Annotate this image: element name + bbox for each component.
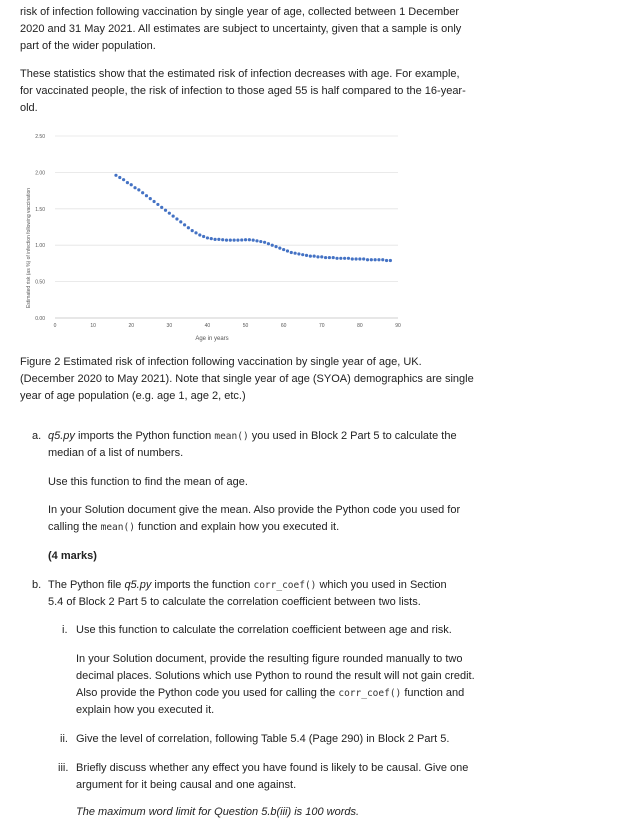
data-point <box>282 248 285 251</box>
x-axis-label: Age in years <box>195 336 229 342</box>
question-b-ii-marker: ii. <box>60 733 68 745</box>
x-tick-label: 10 <box>90 323 96 329</box>
data-point <box>297 252 300 255</box>
data-point <box>259 240 262 243</box>
data-point <box>274 245 277 248</box>
data-point <box>351 257 354 260</box>
data-point <box>145 194 148 197</box>
data-point <box>389 259 392 262</box>
data-point <box>236 239 239 242</box>
data-point <box>202 235 205 238</box>
question-b-i-solution <box>76 651 496 719</box>
caption-line: (December 2020 to May 2021). Note that single year of age (SYOA) demographics are single <box>20 373 474 385</box>
data-point <box>271 244 274 247</box>
data-point <box>343 257 346 260</box>
data-point <box>229 239 232 242</box>
data-point <box>168 212 171 215</box>
x-tick-label: 90 <box>395 323 401 329</box>
data-point <box>175 217 178 220</box>
y-axis-label: Estimated risk (as %) of infection following vaccination <box>26 187 32 309</box>
x-tick-label: 60 <box>280 323 287 329</box>
caption-line: Figure 2 Estimated risk of infection following vaccination by single year of age, UK. <box>20 356 422 368</box>
x-tick-label: 40 <box>204 323 211 329</box>
data-point <box>152 200 155 203</box>
question-b-i-marker: i. <box>62 624 68 636</box>
question-a-solution <box>48 502 488 536</box>
figure-caption <box>20 354 500 405</box>
x-tick-label: 50 <box>242 323 249 329</box>
question-b-iii-marker: iii. <box>58 762 69 774</box>
x-tick-label: 70 <box>318 323 325 329</box>
data-point <box>366 258 369 261</box>
data-point <box>294 252 297 255</box>
data-point <box>217 238 220 241</box>
caption-line: year of age population (e.g. age 1, age 2, etc.) <box>20 390 246 402</box>
data-point <box>179 220 182 223</box>
data-point <box>335 257 338 260</box>
data-point <box>210 237 213 240</box>
data-point <box>324 256 327 259</box>
question-b-line-2: 5.4 of Block 2 Part 5 to calculate the correlation coefficient between two lists. <box>48 596 421 608</box>
data-point <box>233 239 236 242</box>
data-point <box>255 239 258 242</box>
data-point <box>240 238 243 241</box>
data-point <box>358 257 361 260</box>
code-corr-coef: corr_coef() <box>253 580 317 591</box>
y-tick-label: 2.00 <box>35 170 45 177</box>
y-tick-label: 1.50 <box>35 206 45 213</box>
data-point <box>374 258 377 261</box>
data-point <box>133 186 136 189</box>
data-point <box>316 255 319 258</box>
data-point <box>172 214 175 217</box>
data-point <box>244 238 247 241</box>
question-a-marks: (4 marks) <box>48 550 97 562</box>
data-point <box>305 254 308 257</box>
data-point <box>126 181 129 184</box>
data-point <box>354 257 357 260</box>
solution-line-3: Also provide the Python code you used for calling the corr_coef() function and <box>76 687 465 699</box>
question-a-line-1: q5.py imports the Python function mean() you used in Block 2 Part 5 to calculate the <box>48 430 457 442</box>
data-point <box>183 223 186 226</box>
data-point <box>339 257 342 260</box>
y-tick-label: 1.00 <box>35 243 45 250</box>
question-a-line-2: median of a list of numbers. <box>48 447 184 459</box>
chart-background <box>20 126 415 346</box>
data-point <box>332 256 335 259</box>
question-b-line-1: The Python file q5.py imports the function corr_coef() which you used in Section <box>48 579 447 591</box>
data-point <box>252 239 255 242</box>
code-mean: mean() <box>214 431 249 442</box>
data-point <box>122 178 125 181</box>
data-point <box>141 191 144 194</box>
text-line: These statistics show that the estimated risk of infection decreases with age. For example, <box>20 68 460 80</box>
data-point <box>377 258 380 261</box>
data-point <box>206 236 209 239</box>
data-point <box>137 188 140 191</box>
question-b-intro <box>48 577 488 611</box>
x-tick-label: 20 <box>128 323 135 329</box>
question-b-marker: b. <box>32 579 42 591</box>
data-point <box>267 242 270 245</box>
data-point <box>278 247 281 250</box>
data-point <box>221 238 224 241</box>
text-line: 2020 and 31 May 2021. All estimates are subject to uncertainty, given that a sample is only <box>20 23 462 35</box>
data-point <box>320 255 323 258</box>
text-line: part of the wider population. <box>20 40 156 52</box>
data-point <box>187 226 190 229</box>
solution-line-4: explain how you executed it. <box>76 704 215 716</box>
data-point <box>290 251 293 254</box>
risk-by-age-chart <box>20 126 415 346</box>
question-b-iii-line-1: Briefly discuss whether any effect you have found is likely to be causal. Give one <box>76 762 469 774</box>
question-a-intro <box>48 428 488 462</box>
question-b-ii-text: Give the level of correlation, following Table 5.4 (Page 290) in Block 2 Part 5. <box>76 733 450 745</box>
question-b-iii-line-2: argument for it being causal and one against. <box>76 779 297 791</box>
code-corr-coef: corr_coef() <box>338 688 402 699</box>
solution-line-2: decimal places. Solutions which use Python to round the result will not gain credit. <box>76 670 475 682</box>
data-point <box>362 257 365 260</box>
data-point <box>149 197 152 200</box>
data-point <box>301 253 304 256</box>
data-point <box>194 231 197 234</box>
data-point <box>191 229 194 232</box>
data-point <box>347 257 350 260</box>
data-point <box>328 256 331 259</box>
intro-paragraph-1 <box>20 4 490 55</box>
data-point <box>309 255 312 258</box>
code-mean: mean() <box>100 522 135 533</box>
question-b-iii-text <box>76 760 496 794</box>
data-point <box>114 174 117 177</box>
word-limit-note: The maximum word limit for Question 5.b(iii) is 100 words. <box>76 806 360 818</box>
data-point <box>164 209 167 212</box>
solution-line-2: calling the mean() function and explain how you executed it. <box>48 521 340 533</box>
data-point <box>370 258 373 261</box>
data-point <box>225 239 228 242</box>
y-tick-label: 0.50 <box>35 279 45 286</box>
data-point <box>118 176 121 179</box>
data-point <box>381 258 384 261</box>
question-a-instruction: Use this function to find the mean of age. <box>48 476 248 488</box>
x-tick-label: 0 <box>53 323 57 329</box>
solution-line-1: In your Solution document, provide the resulting figure rounded manually to two <box>76 653 463 665</box>
question-b-i-text: Use this function to calculate the correlation coefficient between age and risk. <box>76 624 452 636</box>
data-point <box>313 255 316 258</box>
text-line: risk of infection following vaccination by single year of age, collected between 1 December <box>20 6 460 18</box>
data-point <box>156 203 159 206</box>
data-point <box>160 206 163 209</box>
intro-paragraph-2 <box>20 66 490 117</box>
solution-line-1: In your Solution document give the mean. Also provide the Python code you used for <box>48 504 461 516</box>
filename: q5.py <box>48 430 75 442</box>
data-point <box>385 259 388 262</box>
question-a-marker: a. <box>32 430 42 442</box>
x-tick-label: 80 <box>357 323 363 329</box>
data-point <box>198 233 201 236</box>
data-point <box>213 238 216 241</box>
y-tick-label: 2.50 <box>35 134 45 140</box>
data-point <box>263 241 266 244</box>
y-tick-label: 0.00 <box>35 316 45 322</box>
text-line: old. <box>20 102 38 114</box>
data-point <box>130 183 133 186</box>
text-line: for vaccinated people, the risk of infection to those aged 55 is half compared to the 16-year- <box>20 85 466 97</box>
data-point <box>248 238 251 241</box>
x-tick-label: 30 <box>166 323 173 329</box>
filename: q5.py <box>124 579 152 591</box>
data-point <box>286 249 289 252</box>
